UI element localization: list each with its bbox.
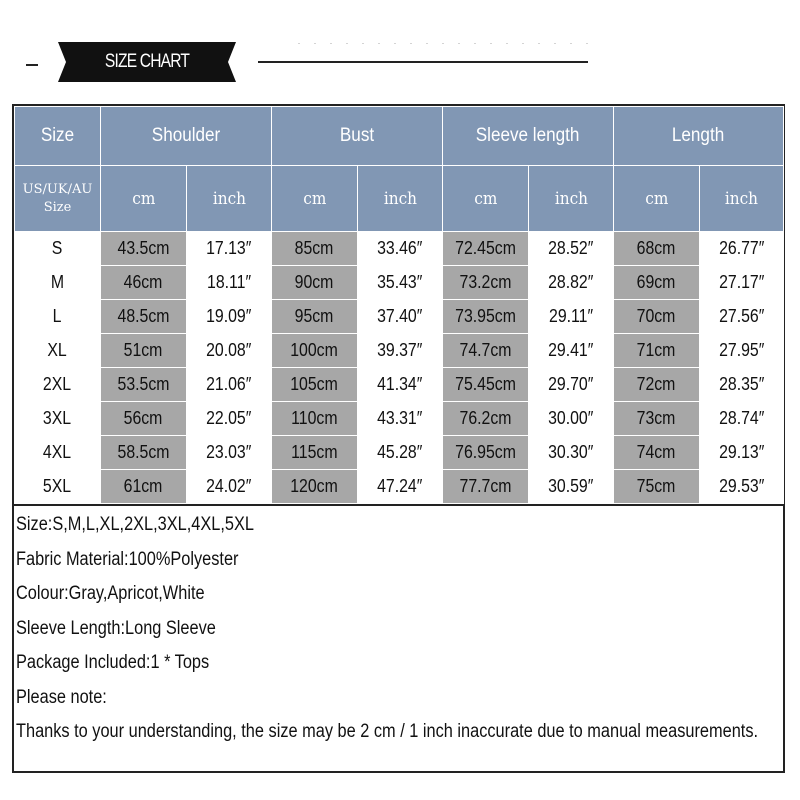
cell-length-cm: 68cm bbox=[614, 232, 700, 266]
page-title: SIZE CHART bbox=[104, 51, 190, 72]
cell-bust-cm: 85cm bbox=[272, 232, 358, 266]
note-please-note: Please note: bbox=[16, 686, 107, 708]
cell-size: XL bbox=[15, 334, 101, 368]
cell-sleeve-inch: 30.00″ bbox=[529, 402, 614, 436]
cell-sleeve-cm: 73.2cm bbox=[443, 266, 529, 300]
cell-size: 5XL bbox=[15, 470, 101, 504]
cell-length-cm: 70cm bbox=[614, 300, 700, 334]
cell-length-inch: 27.56″ bbox=[700, 300, 784, 334]
cell-bust-inch: 37.40″ bbox=[358, 300, 443, 334]
table-row bbox=[15, 436, 784, 470]
cell-sleeve-inch: 29.70″ bbox=[529, 368, 614, 402]
cell-shoulder-inch: 18.11″ bbox=[187, 266, 272, 300]
cell-sleeve-inch: 29.41″ bbox=[529, 334, 614, 368]
table-row bbox=[15, 334, 784, 368]
cell-bust-cm: 90cm bbox=[272, 266, 358, 300]
cell-sleeve-cm: 76.2cm bbox=[443, 402, 529, 436]
table-row bbox=[15, 470, 784, 504]
cell-sleeve-inch: 28.82″ bbox=[529, 266, 614, 300]
cell-length-inch: 28.35″ bbox=[700, 368, 784, 402]
cell-bust-cm: 110cm bbox=[272, 402, 358, 436]
col-header-bust: Bust bbox=[272, 107, 443, 166]
cell-size: M bbox=[15, 266, 101, 300]
cell-shoulder-cm: 58.5cm bbox=[101, 436, 187, 470]
cell-shoulder-inch: 19.09″ bbox=[187, 300, 272, 334]
cell-bust-cm: 115cm bbox=[272, 436, 358, 470]
cell-shoulder-inch: 24.02″ bbox=[187, 470, 272, 504]
cell-shoulder-cm: 56cm bbox=[101, 402, 187, 436]
cell-bust-inch: 35.43″ bbox=[358, 266, 443, 300]
cell-bust-cm: 120cm bbox=[272, 470, 358, 504]
cell-length-cm: 71cm bbox=[614, 334, 700, 368]
cell-sleeve-cm: 74.7cm bbox=[443, 334, 529, 368]
unit-header-cm: cm bbox=[443, 166, 529, 232]
cell-sleeve-inch: 29.11″ bbox=[529, 300, 614, 334]
table-row bbox=[15, 266, 784, 300]
cell-shoulder-inch: 17.13″ bbox=[187, 232, 272, 266]
size-chart-frame bbox=[12, 104, 785, 773]
product-notes bbox=[16, 508, 776, 750]
cell-shoulder-inch: 21.06″ bbox=[187, 368, 272, 402]
cell-shoulder-inch: 22.05″ bbox=[187, 402, 272, 436]
cell-length-inch: 29.53″ bbox=[700, 470, 784, 504]
cell-bust-inch: 47.24″ bbox=[358, 470, 443, 504]
cell-shoulder-cm: 61cm bbox=[101, 470, 187, 504]
table-unit-header-row bbox=[15, 166, 784, 232]
cell-sleeve-cm: 75.45cm bbox=[443, 368, 529, 402]
cell-shoulder-cm: 51cm bbox=[101, 334, 187, 368]
table-row bbox=[15, 232, 784, 266]
cell-shoulder-inch: 23.03″ bbox=[187, 436, 272, 470]
cell-sleeve-cm: 72.45cm bbox=[443, 232, 529, 266]
cell-bust-inch: 33.46″ bbox=[358, 232, 443, 266]
note-measurement-disclaimer: Thanks to your understanding, the size may be 2 cm / 1 inch inaccurate due to manual measurements. bbox=[16, 721, 759, 743]
note-sizes: Size:S,M,L,XL,2XL,3XL,4XL,5XL bbox=[16, 514, 254, 536]
header-rule bbox=[258, 61, 588, 63]
cell-length-inch: 27.17″ bbox=[700, 266, 784, 300]
col-header-region-size: US/UK/AU Size bbox=[15, 166, 101, 232]
note-fabric: Fabric Material:100%Polyester bbox=[16, 548, 239, 570]
cell-shoulder-inch: 20.08″ bbox=[187, 334, 272, 368]
title-banner bbox=[58, 42, 236, 82]
col-header-shoulder: Shoulder bbox=[101, 107, 272, 166]
cell-length-cm: 73cm bbox=[614, 402, 700, 436]
banner-notch-right bbox=[228, 42, 236, 82]
unit-header-inch: inch bbox=[358, 166, 443, 232]
cell-shoulder-cm: 43.5cm bbox=[101, 232, 187, 266]
unit-header-inch: inch bbox=[700, 166, 784, 232]
cell-bust-cm: 100cm bbox=[272, 334, 358, 368]
cell-length-inch: 29.13″ bbox=[700, 436, 784, 470]
cell-length-cm: 74cm bbox=[614, 436, 700, 470]
col-header-size: Size bbox=[15, 107, 101, 166]
cell-sleeve-inch: 28.52″ bbox=[529, 232, 614, 266]
note-colour: Colour:Gray,Apricot,White bbox=[16, 583, 205, 605]
size-chart-header bbox=[0, 0, 800, 100]
unit-header-inch: inch bbox=[187, 166, 272, 232]
unit-header-cm: cm bbox=[614, 166, 700, 232]
cell-size: S bbox=[15, 232, 101, 266]
cell-sleeve-inch: 30.59″ bbox=[529, 470, 614, 504]
note-package: Package Included:1 * Tops bbox=[16, 652, 210, 674]
table-notes-divider bbox=[14, 504, 783, 506]
cell-shoulder-cm: 46cm bbox=[101, 266, 187, 300]
cell-length-inch: 27.95″ bbox=[700, 334, 784, 368]
cell-size: 4XL bbox=[15, 436, 101, 470]
cell-length-inch: 28.74″ bbox=[700, 402, 784, 436]
cell-size: L bbox=[15, 300, 101, 334]
table-row bbox=[15, 368, 784, 402]
cell-shoulder-cm: 53.5cm bbox=[101, 368, 187, 402]
cell-length-cm: 69cm bbox=[614, 266, 700, 300]
header-left-dash bbox=[26, 64, 38, 66]
cell-bust-cm: 95cm bbox=[272, 300, 358, 334]
table-row bbox=[15, 300, 784, 334]
unit-header-inch: inch bbox=[529, 166, 614, 232]
banner-notch-left bbox=[58, 42, 66, 82]
unit-header-cm: cm bbox=[101, 166, 187, 232]
col-header-length: Length bbox=[614, 107, 784, 166]
cell-sleeve-inch: 30.30″ bbox=[529, 436, 614, 470]
unit-header-cm: cm bbox=[272, 166, 358, 232]
cell-bust-cm: 105cm bbox=[272, 368, 358, 402]
cell-sleeve-cm: 73.95cm bbox=[443, 300, 529, 334]
cell-sleeve-cm: 77.7cm bbox=[443, 470, 529, 504]
cell-length-inch: 26.77″ bbox=[700, 232, 784, 266]
table-row bbox=[15, 402, 784, 436]
cell-sleeve-cm: 76.95cm bbox=[443, 436, 529, 470]
cell-bust-inch: 41.34″ bbox=[358, 368, 443, 402]
table-group-header-row bbox=[15, 107, 784, 166]
cell-bust-inch: 39.37″ bbox=[358, 334, 443, 368]
cell-bust-inch: 43.31″ bbox=[358, 402, 443, 436]
size-table bbox=[14, 106, 784, 504]
size-rows bbox=[15, 232, 784, 504]
cell-length-cm: 72cm bbox=[614, 368, 700, 402]
cell-size: 3XL bbox=[15, 402, 101, 436]
cell-size: 2XL bbox=[15, 368, 101, 402]
cell-bust-inch: 45.28″ bbox=[358, 436, 443, 470]
note-sleeve-length: Sleeve Length:Long Sleeve bbox=[16, 617, 216, 639]
header-watermark bbox=[298, 43, 598, 44]
cell-length-cm: 75cm bbox=[614, 470, 700, 504]
col-header-sleeve-length: Sleeve length bbox=[443, 107, 614, 166]
cell-shoulder-cm: 48.5cm bbox=[101, 300, 187, 334]
